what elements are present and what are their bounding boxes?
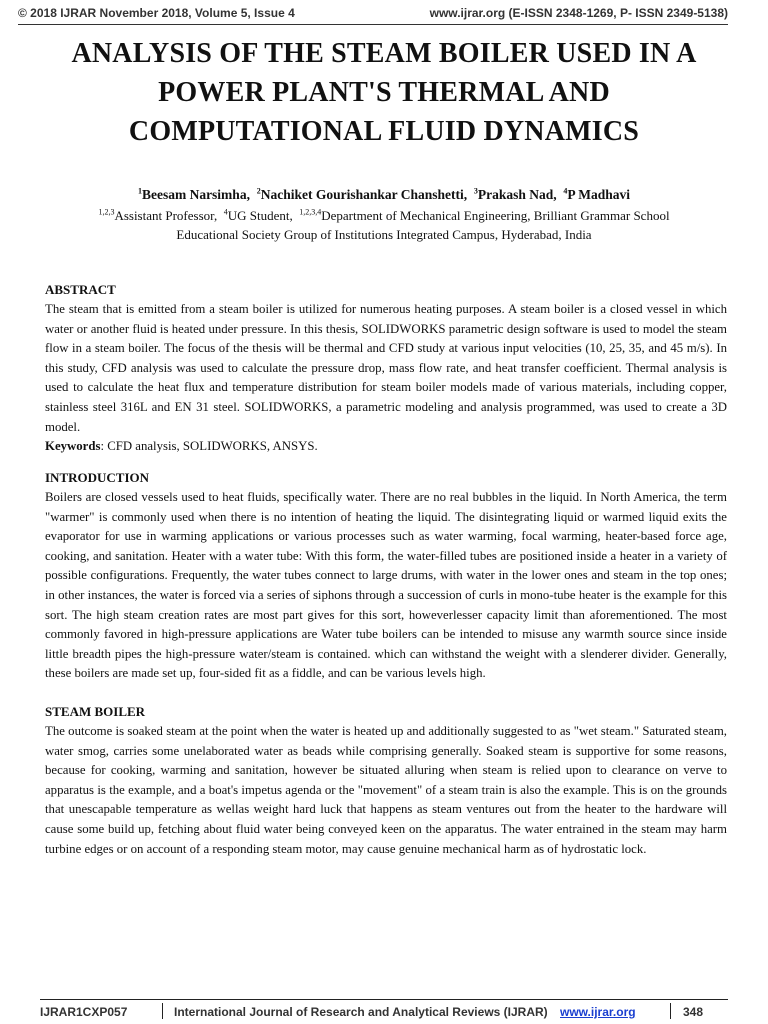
footer-page-number: 348 [683,1005,704,1019]
author-list [30,187,738,203]
header-journal-info: www.ijrar.org (E-ISSN 2348-1269, P- ISSN 2349-5138) [429,6,728,20]
introduction-text: Boilers are closed vessels used to heat fluids, specifically water. There are no real bubbles in the liquid. In North America, the term "warmer" is commonly used when there is no intention of heating the liquid. The disintegrating liquid or warmed liquid exits the evaporator for use in warming applications or various processes such as water warming, focal warming, heater-based force age, cooking, and sanitation. Heater with a water tube: With this form, the water-filled tubes are positioned inside a heater in a variety of possible configurations. Frequently, the water tubes connect to large drums, with water in the lower ones and steam in the top ones; in other instances, the water is forced via a series of siphons through a succession of curls in mono-tube heater is the example for this sort. The high steam creation rates are most part gives for this sort, howeverlesser capacity limit than aforementioned. The most commonly favored in high-pressure applications are Water tube boilers can be intended to misuse any warmth source since inside little breadth pipes the high-pressure water/steam is contained. which can withstand the weight with a slenderer divider. Generally, these boilers are made set up, four-sided fit as a fiddle, and can be various levels high. [45,490,727,681]
affiliation-line-1 [30,206,738,225]
abstract-heading: ABSTRACT [45,282,116,297]
footer-divider [162,1003,163,1019]
author-2: Nachiket Gourishankar Chanshetti, [260,187,468,202]
affiliation-line-2: Educational Society Group of Institutions Integrated Campus, Hyderabad, India [176,227,592,242]
author-1: Beesam Narsimha, [141,187,250,202]
steam-boiler-heading: STEAM BOILER [45,704,146,719]
author-3-sup: 3 [473,186,478,196]
author-2-sup: 2 [256,186,261,196]
abstract-text: The steam that is emitted from a steam boiler is utilized for numerous heating purposes. A steam boiler is a closed vessel in which water or another fluid is heated under pressure. In this thesis, SOLIDWORKS parametric design software is used to model the steam flow in a steam boiler. The focus of the thesis will be thermal and CFD study at various input velocities (10, 25, 35, and 45 m/s). In this study, CFD analysis was used to calculate the pressure drop, mass flow rate, and heat transfer coefficient. Thermal analysis is used to calculate the heat flux and temperature distribution for steam boiler models made of various materials, including copper, stainless steel 316L and EN 31 steel. SOLIDWORKS, a parametric modeling and analysis programmed, was used to create a 3D model. [45,302,727,434]
author-1-sup: 1 [137,186,142,196]
title-line-2: POWER PLANT'S THERMAL AND [158,77,610,108]
author-3: Prakash Nad, [477,187,557,202]
author-4: P Madhavi [567,187,631,202]
footer-website-link[interactable]: www.ijrar.org [560,1005,636,1019]
page-footer [40,999,728,1022]
footer-divider-2 [670,1003,671,1019]
keywords-values: : CFD analysis, SOLIDWORKS, ANSYS. [100,439,318,454]
abstract-body [45,300,727,457]
steam-boiler-text: The outcome is soaked steam at the point when the water is heated up and additionally suggested to as "wet steam." Saturated steam, water smog, carries some unelaborated water as beads while comprising generally. Soaked steam is supportive for some reasons, because for cooking, warming and sanitation, however be situated alluring when steam is relied upon to clearance on verve to apparatus is the example, and a boat's impetus agenda or the "movement" of a steam train is also the example. This is on the grounds that unescapable temperature as wellas weight hard luck that happens as steam ventures out from the heater to the hardware will cause some build up, fetching about fluid water being conveyed keen on the apparatus. The water entrained in the steam may harm turbine edges or on account of a responding steam motor, may cause genuine mechanical harm as of hydrostatic lock. [45,724,727,856]
paper-title [30,34,738,151]
affil-role-2: UG Student, [227,208,293,223]
footer-journal-name: International Journal of Research and Analytical Reviews (IJRAR) [174,1005,548,1019]
affil-sup-2: 4 [223,207,228,217]
affil-department: Department of Mechanical Engineering, Brilliant Grammar School [321,208,670,223]
keywords-line [45,437,727,457]
affil-role-1: Assistant Professor, [114,208,218,223]
affil-sup-3: 1,2,3,4 [299,207,322,217]
introduction-heading: INTRODUCTION [45,470,150,485]
header-issue-info: © 2018 IJRAR November 2018, Volume 5, Issue 4 [18,6,295,20]
running-header [18,6,728,25]
title-line-3: COMPUTATIONAL FLUID DYNAMICS [128,116,640,147]
keywords-label: Keywords [45,439,101,454]
affil-sup-1: 1,2,3 [98,207,115,217]
title-line-1: ANALYSIS OF THE STEAM BOILER USED IN A [71,38,697,69]
footer-paper-id: IJRAR1CXP057 [40,1005,128,1019]
affiliation [30,206,738,244]
author-4-sup: 4 [563,186,568,196]
